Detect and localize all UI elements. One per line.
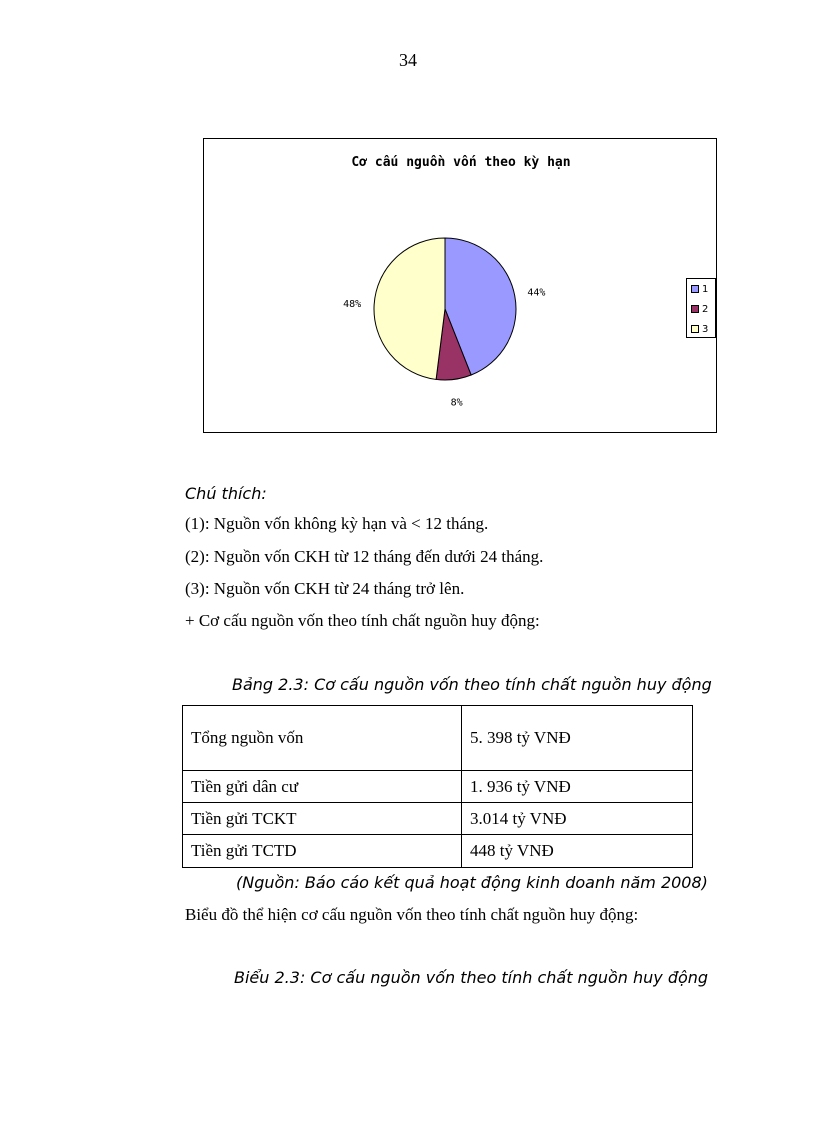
table-caption: Bảng 2.3: Cơ cấu nguồn vốn theo tính chất nguồn huy động: [232, 675, 712, 694]
legend-swatch-1: [691, 285, 699, 293]
legend-label-1: 1: [702, 283, 709, 295]
capital-structure-table: [182, 705, 693, 868]
note-line-4: + Cơ cấu nguồn vốn theo tính chất nguồn huy động:: [185, 611, 540, 630]
table-cell: Tiền gửi TCTD: [183, 835, 462, 868]
source-note: (Nguồn: Báo cáo kết quả hoạt động kinh doanh năm 2008): [236, 873, 708, 892]
table-row: [183, 803, 693, 835]
chart-intro: Biểu đồ thể hiện cơ cấu nguồn vốn theo tính chất nguồn huy động:: [185, 905, 639, 924]
legend-item-2: [691, 303, 708, 315]
note-line-3: (3): Nguồn vốn CKH từ 24 tháng trở lên.: [185, 579, 465, 598]
page-number: 34: [399, 50, 417, 70]
legend-item-1: [691, 283, 708, 295]
pie-chart: [203, 138, 717, 433]
table-row: [183, 771, 693, 803]
table-cell: Tiền gửi TCKT: [183, 803, 462, 835]
note-line-2: (2): Nguồn vốn CKH từ 12 tháng đến dưới 24 tháng.: [185, 547, 544, 566]
table-cell: 1. 936 tỷ VNĐ: [462, 771, 693, 803]
table-cell: 448 tỷ VNĐ: [462, 835, 693, 868]
pie-slice-3: [374, 238, 445, 379]
chart-title: Cơ cấu nguồn vốn theo kỳ hạn: [351, 155, 571, 170]
legend-label-3: 3: [702, 323, 709, 335]
table-cell: 5. 398 tỷ VNĐ: [462, 706, 693, 771]
table-row: [183, 835, 693, 868]
legend-swatch-2: [691, 305, 699, 313]
label-slice-1: 44%: [527, 287, 546, 299]
legend-swatch-3: [691, 325, 699, 333]
table-cell: Tổng nguồn vốn: [183, 706, 462, 771]
label-slice-2: 8%: [450, 397, 463, 409]
notes-heading: Chú thích:: [185, 484, 267, 503]
label-slice-3: 48%: [343, 299, 362, 311]
note-line-1: (1): Nguồn vốn không kỳ hạn và < 12 tháng.: [185, 514, 489, 533]
chart-caption: Biểu 2.3: Cơ cấu nguồn vốn theo tính chất nguồn huy động: [234, 968, 709, 987]
table-row: [183, 706, 693, 771]
legend-item-3: [691, 323, 708, 335]
table-cell: 3.014 tỷ VNĐ: [462, 803, 693, 835]
table-cell: Tiền gửi dân cư: [183, 771, 462, 803]
chart-legend: [686, 278, 716, 338]
legend-label-2: 2: [702, 303, 709, 315]
pie-chart-svg: [204, 139, 718, 434]
